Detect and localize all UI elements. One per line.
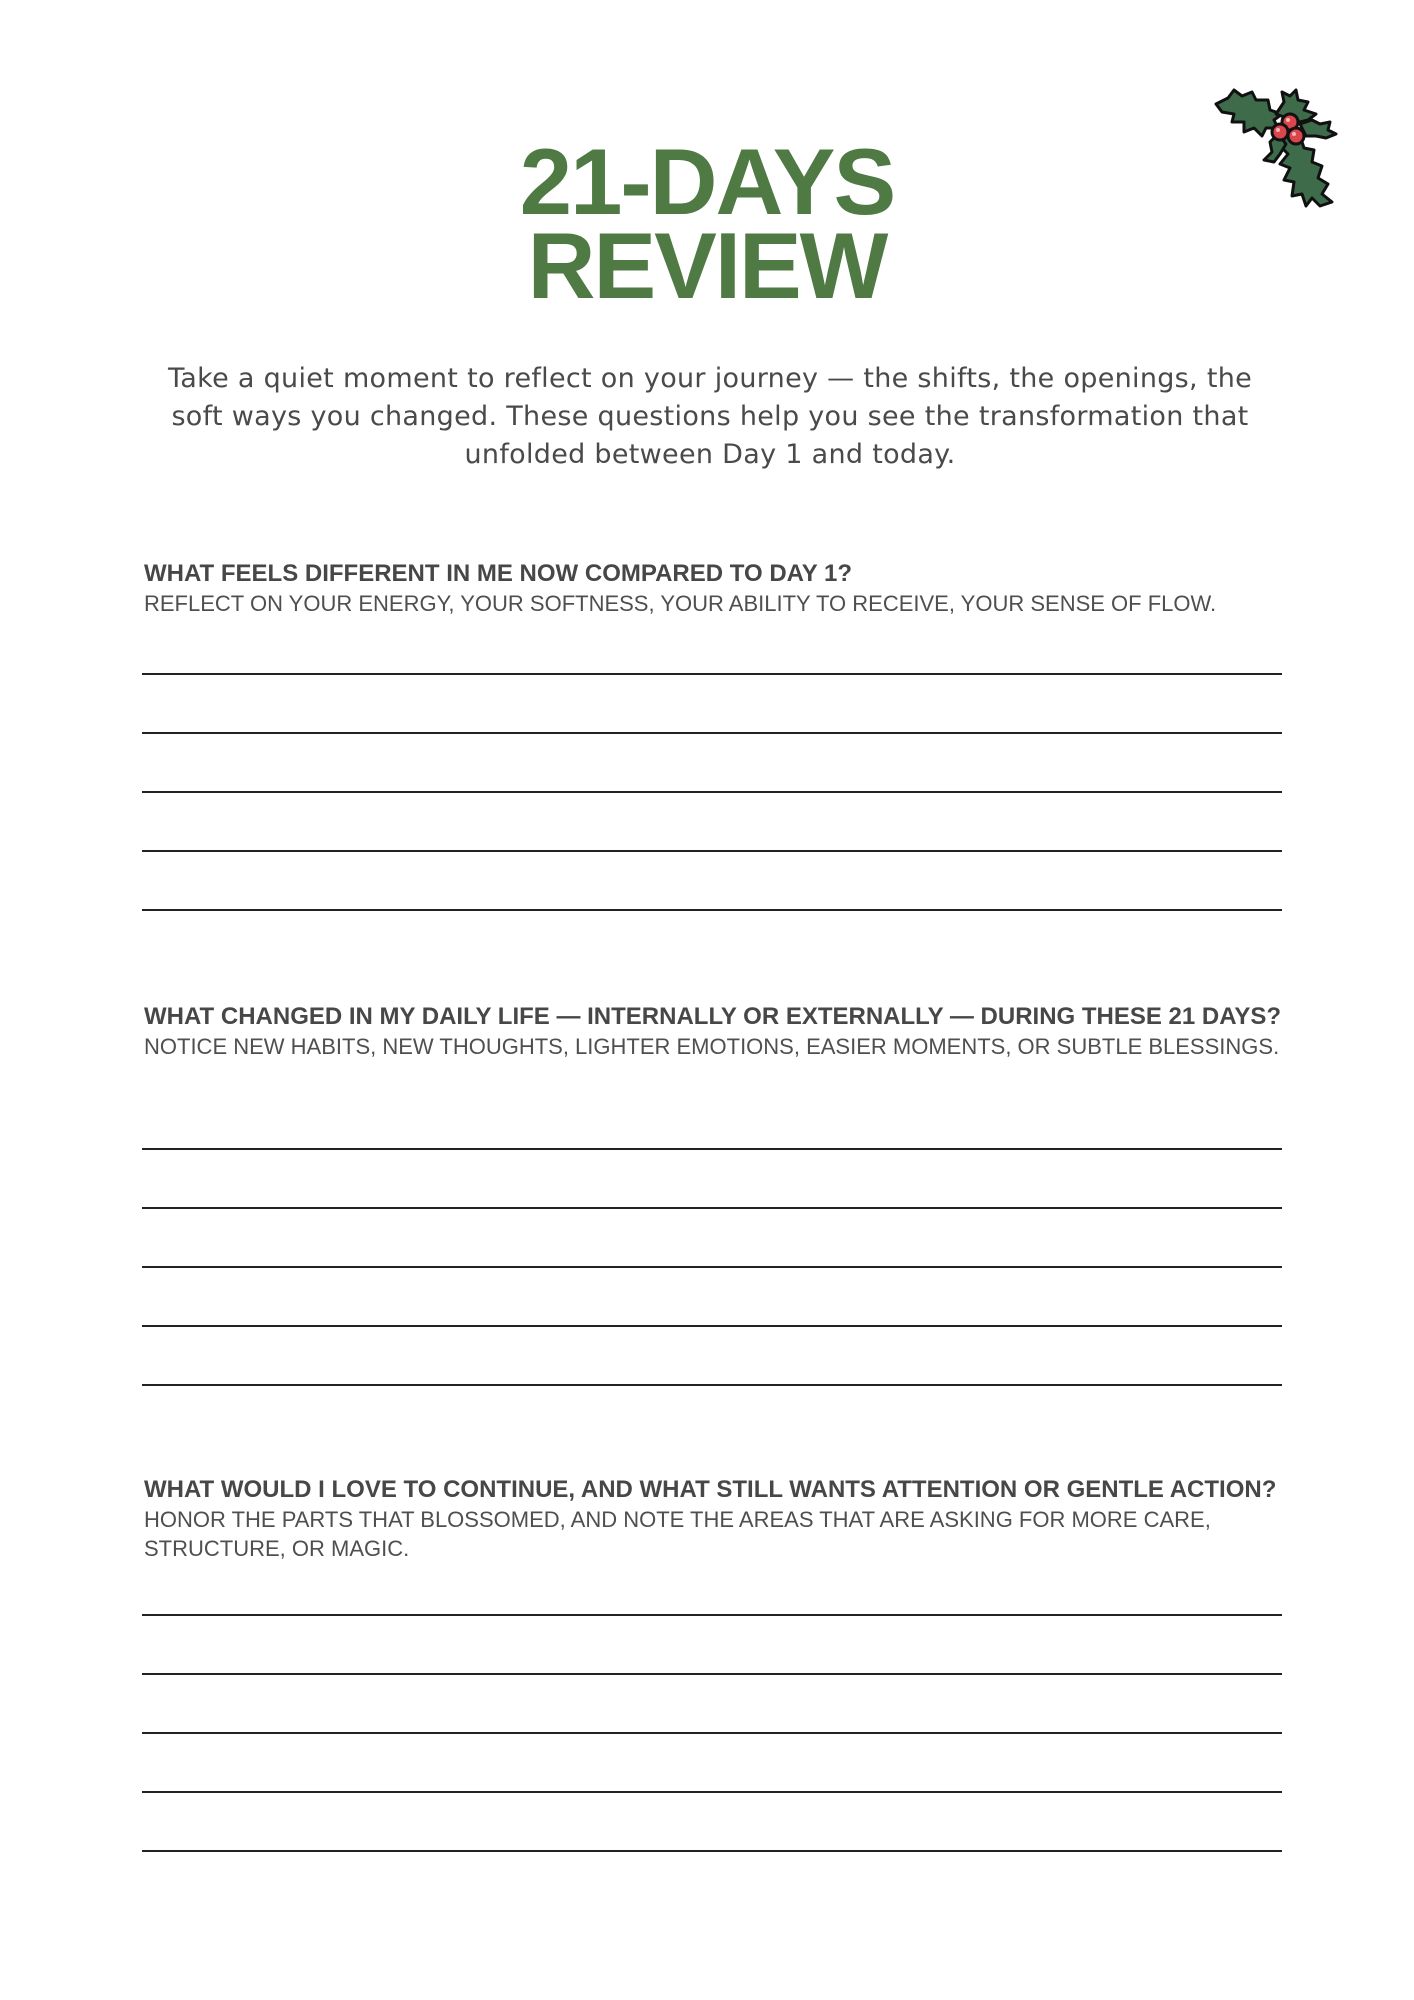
- answer-line[interactable]: [142, 732, 1282, 734]
- question-section-3: [144, 1474, 1284, 1563]
- holly-berry-icon: [1272, 124, 1288, 140]
- answer-line[interactable]: [142, 1791, 1282, 1793]
- answer-line[interactable]: [142, 1850, 1282, 1852]
- answer-line[interactable]: [142, 909, 1282, 911]
- page-title: [0, 129, 1414, 318]
- intro-paragraph: Take a quiet moment to reflect on your journey — the shifts, the openings, the soft ways you changed. These questions help you see the transformation that unfolded between Day 1 and today.: [167, 363, 1253, 470]
- answer-line[interactable]: [142, 1148, 1282, 1150]
- question-heading: WHAT CHANGED IN MY DAILY LIFE — INTERNALLY OR EXTERNALLY — DURING THESE 21 DAYS?: [144, 1003, 1282, 1030]
- question-prompt: HONOR THE PARTS THAT BLOSSOMED, AND NOTE THE AREAS THAT ARE ASKING FOR MORE CARE, STRUCTURE, OR MAGIC.: [144, 1507, 1211, 1561]
- question-section-1: [144, 558, 1284, 618]
- question-prompt: REFLECT ON YOUR ENERGY, YOUR SOFTNESS, YOUR ABILITY TO RECEIVE, YOUR SENSE OF FLOW.: [144, 591, 1217, 616]
- answer-line[interactable]: [142, 673, 1282, 675]
- answer-line[interactable]: [142, 1266, 1282, 1268]
- question-heading: WHAT FEELS DIFFERENT IN ME NOW COMPARED TO DAY 1?: [144, 560, 853, 587]
- question-prompt: NOTICE NEW HABITS, NEW THOUGHTS, LIGHTER EMOTIONS, EASIER MOMENTS, OR SUBTLE BLESSINGS.: [144, 1034, 1280, 1059]
- answer-line[interactable]: [142, 1384, 1282, 1386]
- answer-line[interactable]: [142, 1325, 1282, 1327]
- answer-line[interactable]: [142, 1673, 1282, 1675]
- title-line-2: REVIEW: [527, 213, 887, 318]
- question-heading: WHAT WOULD I LOVE TO CONTINUE, AND WHAT STILL WANTS ATTENTION OR GENTLE ACTION?: [144, 1476, 1277, 1503]
- question-section-2: [144, 1001, 1284, 1061]
- answer-line[interactable]: [142, 1207, 1282, 1209]
- title-line-1: 21-DAYS: [519, 129, 895, 234]
- answer-line[interactable]: [142, 1732, 1282, 1734]
- answer-line[interactable]: [142, 791, 1282, 793]
- answer-line[interactable]: [142, 850, 1282, 852]
- answer-line[interactable]: [142, 1614, 1282, 1616]
